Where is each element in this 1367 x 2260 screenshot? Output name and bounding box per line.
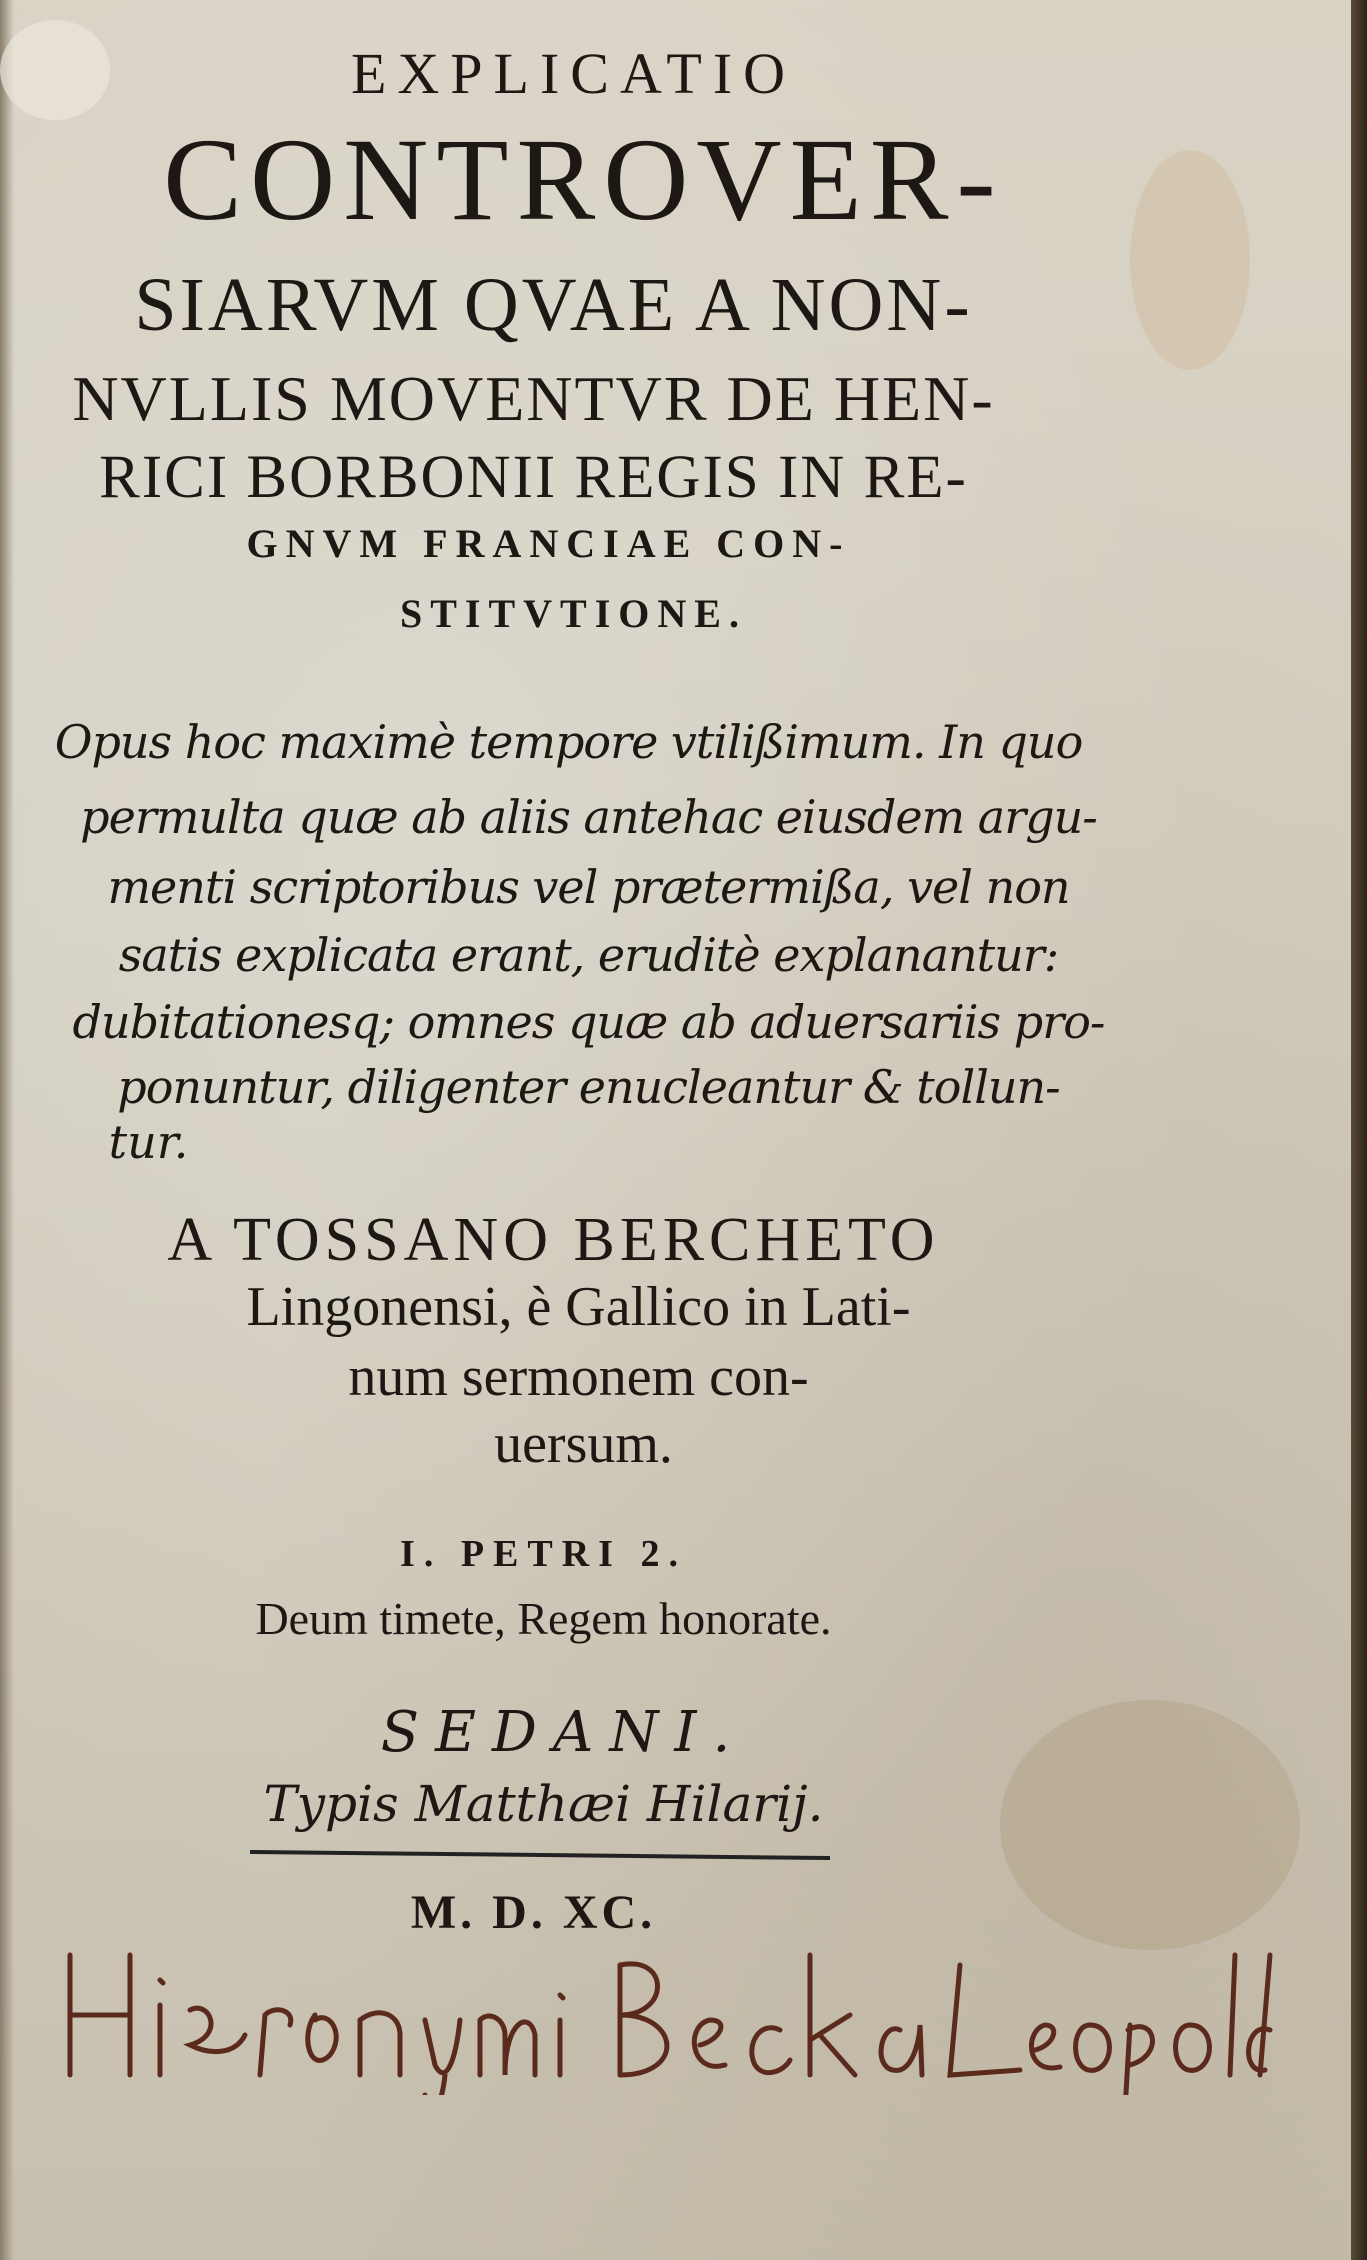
binding-edge <box>1351 0 1367 2260</box>
imprint-printer: Typis Matthæi Hilarij. <box>263 1775 824 1833</box>
description-line: ponuntur, diligenter enucleantur & tollun- <box>117 1060 1060 1114</box>
imprint-year: M. D. XC. <box>410 1886 657 1939</box>
imprint-place: SEDANI. <box>380 1700 747 1765</box>
description-line: Opus hoc maximè tempore vtilißimum. In quo <box>54 715 1083 769</box>
author-name: A TOSSANO BERCHETO <box>167 1206 940 1274</box>
handwritten-signature <box>60 1925 1290 2095</box>
scripture-quote: Deum timete, Regem honorate. <box>255 1593 832 1644</box>
title-line: EXPLICATIO <box>350 41 797 106</box>
title-line: CONTROVER- <box>163 114 1004 245</box>
imprint-rule <box>250 1850 830 1860</box>
scripture-reference: I. PETRI 2. <box>400 1533 687 1575</box>
description-line: satis explicata erant, eruditè explanantur: <box>118 928 1059 982</box>
description-line: menti scriptoribus vel prætermißa, vel non <box>107 860 1070 914</box>
author-line: uersum. <box>494 1413 673 1475</box>
author-line: Lingonensi, è Gallico in Lati- <box>246 1276 911 1338</box>
title-line: STITVTIONE. <box>400 591 747 636</box>
description-line: tur. <box>108 1115 189 1169</box>
title-line: RICI BORBONII REGIS IN RE- <box>99 444 968 511</box>
title-line: SIARVM QVAE A NON- <box>134 263 973 347</box>
description-line: dubitationesq; omnes quæ ab aduersariis pro- <box>72 995 1105 1049</box>
author-line: num sermonem con- <box>348 1346 809 1408</box>
title-line: NVLLIS MOVENTVR DE HEN- <box>72 363 995 434</box>
description-line: permulta quæ ab aliis antehac eiusdem argu- <box>80 790 1097 844</box>
title-line: GNVM FRANCIAE CON- <box>246 521 851 566</box>
